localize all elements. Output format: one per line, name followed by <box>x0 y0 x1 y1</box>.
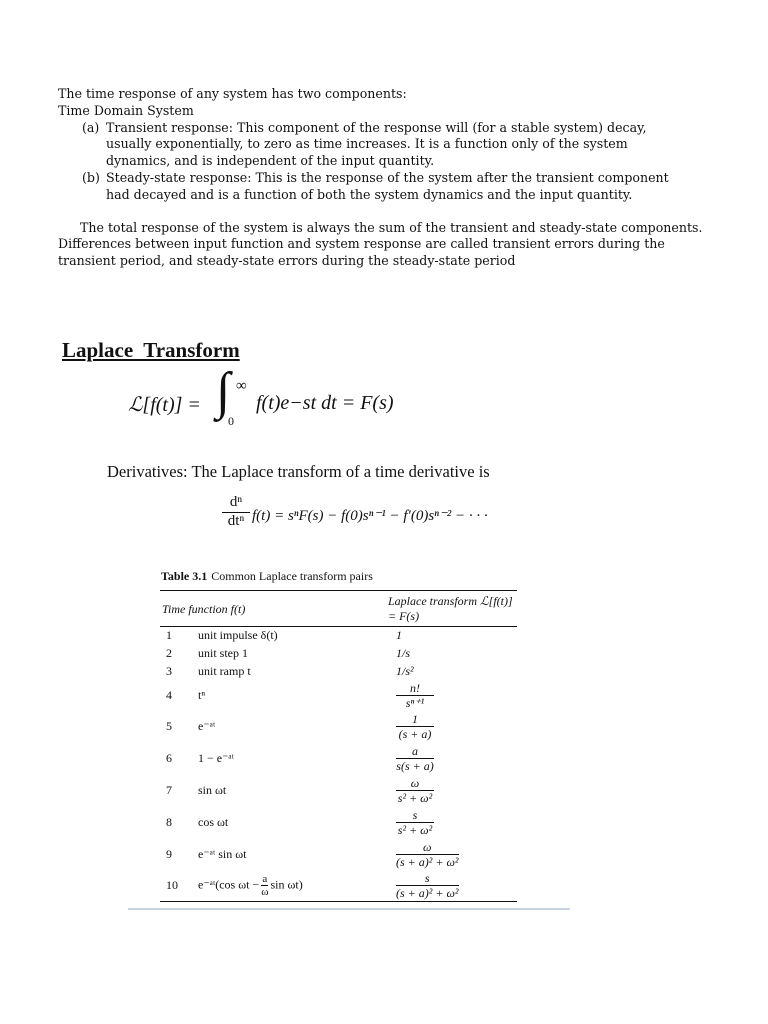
list-item <box>58 170 708 204</box>
laplace-transform-cell <box>386 711 517 743</box>
row-number: 10 <box>166 878 178 892</box>
fraction-denominator: dtⁿ <box>227 513 245 529</box>
column-header-time-function: Time function f(t) <box>160 591 386 627</box>
time-function-cell: unit step 1 <box>198 646 248 660</box>
laplace-transform-cell <box>386 807 517 839</box>
integral-sign: ∫ <box>216 363 231 420</box>
list-item-label: (a) <box>82 119 100 135</box>
row-number: 3 <box>166 664 172 678</box>
transform-denominator: (s + a)² + ω² <box>396 885 459 900</box>
list-item-text: Steady-state response: This is the response of the system after the transient component had decayed and is a function of both the system dynamics and the input quantity. <box>106 169 669 202</box>
transform-numerator: s <box>396 871 459 886</box>
laplace-transform-cell: 1/s <box>396 646 411 660</box>
laplace-pairs-table <box>160 590 517 902</box>
time-function-suffix: sin ωt) <box>270 877 303 892</box>
integral-upper-limit: ∞ <box>236 378 247 394</box>
row-number: 7 <box>166 783 172 797</box>
table-caption-text: Common Laplace transform pairs <box>211 569 373 583</box>
column-header-laplace-transform: Laplace transform ℒ[f(t)] = F(s) <box>386 591 517 627</box>
row-number: 5 <box>166 719 172 733</box>
time-function-cell: e⁻ᵃᵗ sin ωt <box>198 847 247 861</box>
table-row <box>160 807 517 839</box>
row-number: 9 <box>166 847 172 861</box>
time-function-cell: unit ramp t <box>198 664 251 678</box>
time-function-cell: tⁿ <box>198 688 206 702</box>
row-number: 6 <box>166 751 172 765</box>
list-item <box>58 120 708 170</box>
section-heading: Laplace Transform <box>62 338 240 362</box>
transform-numerator: ω <box>396 776 434 791</box>
intro-line-2: Time Domain System <box>58 102 194 118</box>
transform-denominator: sⁿ⁺¹ <box>405 695 425 710</box>
time-function-cell: unit impulse δ(t) <box>198 628 278 643</box>
table-body <box>160 627 517 902</box>
laplace-transform-cell <box>386 775 517 807</box>
time-function-prefix: e⁻ᵃᵗ(cos ωt − <box>198 877 260 892</box>
table-row <box>160 711 517 743</box>
fraction-numerator: dⁿ <box>222 494 250 513</box>
transform-fraction <box>396 871 459 900</box>
transform-fraction <box>396 744 434 773</box>
time-function-cell: e⁻ᵃᵗ <box>198 719 216 733</box>
table-row <box>160 743 517 775</box>
list-item-label: (b) <box>82 169 100 185</box>
table-row <box>160 775 517 807</box>
transform-fraction <box>396 840 459 869</box>
time-function-cell <box>194 871 386 902</box>
laplace-transform-cell <box>386 681 517 711</box>
transform-denominator: (s + a)² + ω² <box>396 854 459 869</box>
transform-denominator: s² + ω² <box>397 790 433 805</box>
time-function-cell: cos ωt <box>198 815 229 829</box>
inline-fraction-denominator: ω <box>261 886 269 898</box>
table-row <box>160 645 517 663</box>
integral-lower-limit: 0 <box>228 414 234 428</box>
transform-numerator: n! <box>396 681 434 696</box>
transform-fraction <box>396 712 434 741</box>
table-row <box>160 627 517 645</box>
inline-fraction <box>261 873 268 898</box>
table-row <box>160 839 517 871</box>
laplace-transform-cell: 1 <box>396 628 402 643</box>
table-header-row <box>160 591 517 627</box>
equation-lhs: ℒ[f(t)] = <box>128 394 201 416</box>
laplace-transform-cell: 1/s² <box>396 664 414 678</box>
scan-edge-line <box>128 908 570 910</box>
laplace-transform-cell <box>386 743 517 775</box>
time-function-cell: 1 − e⁻ᵃᵗ <box>198 751 235 765</box>
derivatives-text: Derivatives: The Laplace transform of a time derivative is <box>107 462 490 481</box>
table-caption <box>161 569 373 584</box>
row-number: 8 <box>166 815 172 829</box>
transform-numerator: s <box>396 808 434 823</box>
table-row <box>160 663 517 681</box>
time-function-cell: sin ωt <box>198 783 227 797</box>
derivative-fraction <box>222 494 250 530</box>
laplace-transform-cell <box>386 839 517 871</box>
row-number: 2 <box>166 646 172 660</box>
summary-paragraph: The total response of the system is always the sum of the transient and steady-state components. Differences between input function and system response are called transient errors during the transient period, and steady-state errors during the steady-state period <box>58 219 703 269</box>
table-row <box>160 681 517 711</box>
intro-section <box>58 86 708 270</box>
transform-fraction <box>396 681 434 710</box>
row-number: 4 <box>166 688 172 702</box>
transform-fraction <box>396 776 434 805</box>
list-item-text: Transient response: This component of the response will (for a stable system) decay, usually exponentially, to zero as time increases. It is a function only of the system dynamics, and is independent of the input quantity. <box>106 119 647 169</box>
row-number: 1 <box>166 628 172 643</box>
table-caption-label: Table 3.1 <box>161 569 208 583</box>
laplace-transform-cell <box>386 871 517 902</box>
equation-rhs: f(t)e−st dt = F(s) <box>256 392 394 414</box>
table-row <box>160 871 517 902</box>
transform-denominator: s(s + a) <box>396 758 434 773</box>
transform-denominator: s² + ω² <box>397 822 433 837</box>
transform-numerator: ω <box>396 840 459 855</box>
derivative-rhs: f(t) = sⁿF(s) − f(0)sⁿ⁻¹ − f′(0)sⁿ⁻² − · · · <box>252 508 488 524</box>
transform-denominator: (s + a) <box>398 726 432 741</box>
transform-numerator: a <box>396 744 434 759</box>
inline-fraction-numerator: a <box>262 873 268 885</box>
transform-fraction <box>396 808 434 837</box>
transform-numerator: 1 <box>396 712 434 727</box>
intro-line-1: The time response of any system has two components: <box>58 86 407 101</box>
